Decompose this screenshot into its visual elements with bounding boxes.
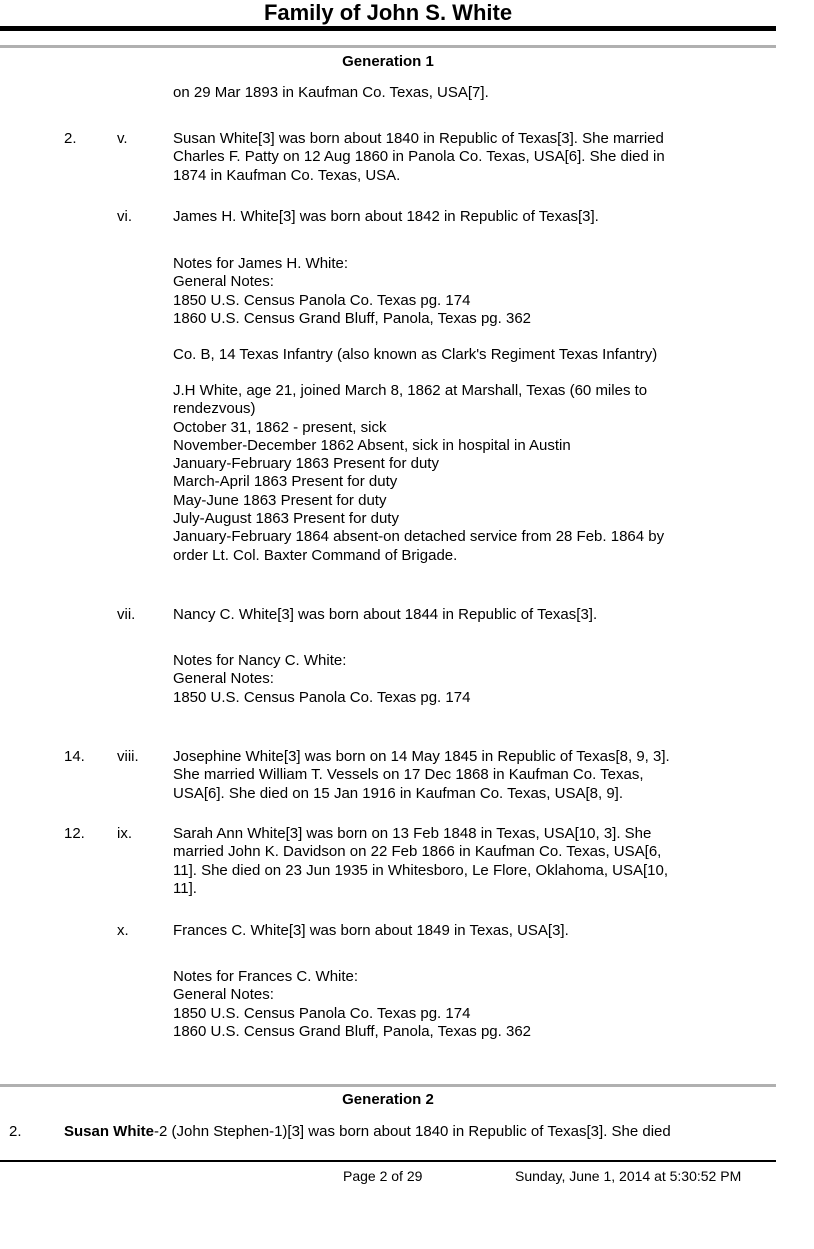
notes-block bbox=[173, 652, 763, 707]
text-line: USA[6]. She died on 15 Jan 1916 in Kaufman Co. Texas, USA[8, 9]. bbox=[173, 784, 623, 802]
document-title: Family of John S. White bbox=[263, 0, 513, 25]
text-line: Josephine White[3] was born on 14 May 1845 in Republic of Texas[8, 9, 3]. bbox=[173, 748, 670, 765]
notes-block bbox=[173, 255, 763, 328]
text-line: Frances C. White[3] was born about 1849 in Texas, USA[3]. bbox=[173, 922, 569, 939]
note-line: order Lt. Col. Baxter Command of Brigade. bbox=[173, 546, 458, 564]
child-number: 12. bbox=[64, 825, 85, 842]
child-text bbox=[173, 606, 763, 624]
child-text bbox=[173, 825, 763, 898]
notes-block bbox=[173, 346, 763, 364]
page-number: Page 2 of 29 bbox=[343, 1168, 423, 1184]
notes-block bbox=[173, 968, 763, 1041]
note-line: Notes for James H. White: bbox=[173, 255, 349, 272]
text-line: 1874 in Kaufman Co. Texas, USA. bbox=[173, 166, 401, 184]
generation-2-heading: Generation 2 bbox=[342, 1091, 434, 1108]
continuation-text: on 29 Mar 1893 in Kaufman Co. Texas, USA[7]. bbox=[173, 84, 489, 101]
child-number: 2. bbox=[64, 130, 77, 147]
generation-1-rule bbox=[0, 45, 776, 48]
generation-2-rule bbox=[0, 1084, 776, 1087]
child-roman: vi. bbox=[117, 208, 132, 225]
child-number: 14. bbox=[64, 748, 85, 765]
child-roman: v. bbox=[117, 130, 128, 147]
notes-block bbox=[173, 382, 763, 565]
text-line: 11]. She died on 23 Jun 1935 in Whitesboro, Le Flore, Oklahoma, USA[10, bbox=[173, 861, 669, 879]
note-line: 1850 U.S. Census Panola Co. Texas pg. 174 bbox=[173, 291, 471, 309]
child-text bbox=[173, 922, 763, 940]
note-line: 1850 U.S. Census Panola Co. Texas pg. 174 bbox=[173, 688, 471, 706]
title-rule bbox=[0, 26, 776, 31]
footer-rule bbox=[0, 1160, 776, 1162]
child-roman: x. bbox=[117, 922, 129, 939]
note-line: May-June 1863 Present for duty bbox=[173, 491, 387, 509]
note-line: July-August 1863 Present for duty bbox=[173, 510, 399, 528]
child-text bbox=[173, 748, 763, 803]
note-line: 1850 U.S. Census Panola Co. Texas pg. 174 bbox=[173, 1004, 471, 1022]
text-line: 11]. bbox=[173, 879, 197, 897]
generation-1-heading: Generation 1 bbox=[342, 53, 434, 70]
text-line: James H. White[3] was born about 1842 in Republic of Texas[3]. bbox=[173, 208, 599, 225]
note-line: November-December 1862 Absent, sick in hospital in Austin bbox=[173, 436, 571, 454]
child-roman: ix. bbox=[117, 825, 132, 842]
note-line: 1860 U.S. Census Grand Bluff, Panola, Texas pg. 362 bbox=[173, 309, 532, 327]
note-line: Co. B, 14 Texas Infantry (also known as Clark's Regiment Texas Infantry) bbox=[173, 346, 658, 363]
note-line: January-February 1863 Present for duty bbox=[173, 455, 439, 473]
text-line: Susan White[3] was born about 1840 in Republic of Texas[3]. She married bbox=[173, 130, 664, 147]
text-line: She married William T. Vessels on 17 Dec 1868 in Kaufman Co. Texas, bbox=[173, 766, 644, 784]
text-line: Nancy C. White[3] was born about 1844 in Republic of Texas[3]. bbox=[173, 606, 598, 623]
child-text bbox=[173, 130, 763, 185]
note-line: General Notes: bbox=[173, 670, 274, 688]
note-line: General Notes: bbox=[173, 986, 274, 1004]
child-roman: viii. bbox=[117, 748, 139, 765]
print-date: Sunday, June 1, 2014 at 5:30:52 PM bbox=[515, 1168, 742, 1184]
note-line: rendezvous) bbox=[173, 400, 256, 418]
note-line: General Notes: bbox=[173, 273, 274, 291]
entry-text: -2 (John Stephen-1)[3] was born about 1840 in Republic of Texas[3]. She died bbox=[154, 1123, 671, 1140]
child-roman: vii. bbox=[117, 606, 136, 623]
note-line: J.H White, age 21, joined March 8, 1862 at Marshall, Texas (60 miles to bbox=[173, 382, 648, 399]
note-line: 1860 U.S. Census Grand Bluff, Panola, Texas pg. 362 bbox=[173, 1022, 532, 1040]
text-line: married John K. Davidson on 22 Feb 1866 in Kaufman Co. Texas, USA[6, bbox=[173, 843, 662, 861]
child-text bbox=[173, 208, 763, 226]
note-line: October 31, 1862 - present, sick bbox=[173, 418, 387, 436]
note-line: March-April 1863 Present for duty bbox=[173, 473, 398, 491]
note-line: Notes for Nancy C. White: bbox=[173, 652, 347, 669]
entry-number: 2. bbox=[9, 1123, 22, 1140]
note-line: Notes for Frances C. White: bbox=[173, 968, 359, 985]
entry-name: Susan White bbox=[64, 1123, 155, 1140]
text-line: Charles F. Patty on 12 Aug 1860 in Panola Co. Texas, USA[6]. She died in bbox=[173, 148, 665, 166]
text-line: Sarah Ann White[3] was born on 13 Feb 1848 in Texas, USA[10, 3]. She bbox=[173, 825, 652, 842]
note-line: January-February 1864 absent-on detached service from 28 Feb. 1864 by bbox=[173, 528, 665, 546]
